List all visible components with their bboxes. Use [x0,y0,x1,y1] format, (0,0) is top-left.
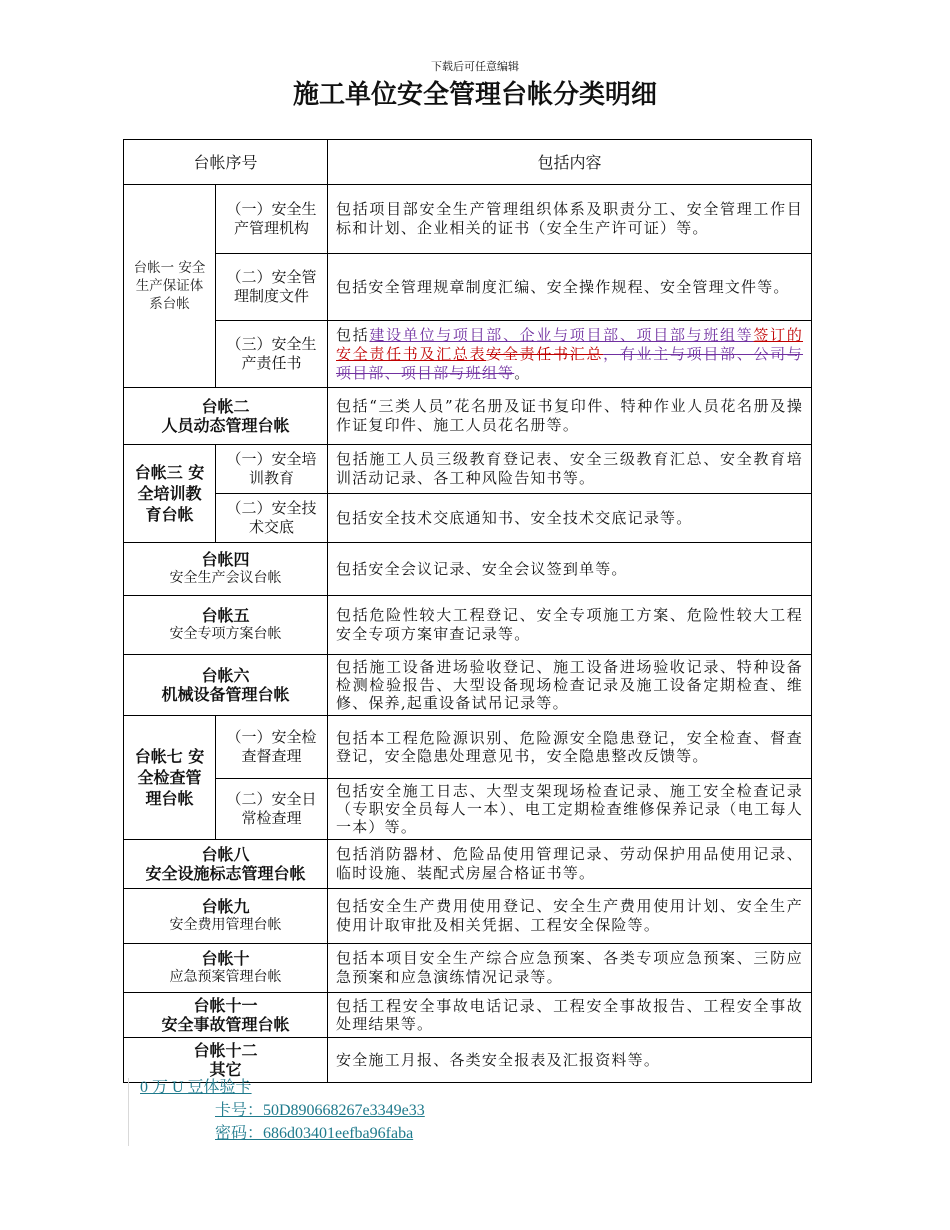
deleted-text: 安全责任书汇总 [486,344,604,363]
ledger-9-name [124,889,328,944]
ledger-5-title: 台帐五 [201,606,250,625]
card-title-link[interactable]: 0 万 U 豆体验卡 [140,1079,252,1096]
header-contents: 包括内容 [328,140,812,185]
ledger-2-content: 包括“三类人员”花名册及证书复印件、特种作业人员花名册及操作证复印件、施工人员花名册等。 [328,388,812,445]
table-row [124,655,812,716]
table-row [124,993,812,1038]
table-row [124,596,812,655]
top-note: 下载后可任意编辑 [431,60,519,73]
header-ledger-no: 台帐序号 [124,140,328,185]
ledger-3-sub-2: （二）安全技术交底 [216,494,328,543]
table-row [124,779,812,840]
table-row [124,840,812,889]
ledger-4-subtitle: 安全生产会议台帐 [169,570,282,586]
ledger-12-subtitle: 其它 [209,1060,242,1079]
table-row [124,445,812,494]
card-number-link[interactable]: 卡号：50D890668267e3349e33 [215,1102,425,1119]
ledger-4-title: 台帐四 [201,550,250,569]
ledger-12-title: 台帐十二 [193,1041,258,1060]
ledger-3-content-1: 包括施工人员三级教育登记表、安全三级教育汇总、安全教育培训活动记录、各工种风险告知书等。 [328,445,812,494]
ledger-6-content: 包括施工设备进场验收登记、施工设备进场验收记录、特种设备检测检验报告、大型设备现场检查记录及施工设备定期检查、维修、保养,起重设备试吊记录等。 [328,655,812,716]
ledger-3-sub-1: （一）安全培训教育 [216,445,328,494]
ledger-10-subtitle: 应急预案管理台帐 [169,969,282,985]
table-row [124,185,812,254]
ledger-2-title: 台帐二 [201,397,250,416]
ledger-4-name [124,543,328,596]
ledger-9-title: 台帐九 [201,897,250,916]
ledger-1-content-1: 包括项目部安全生产管理组织体系及职责分工、安全管理工作目标和计划、企业相关的证书（安全生产许可证）等。 [328,185,812,254]
document-title: 施工单位安全管理台帐分类明细 [292,80,657,110]
table-row [124,494,812,543]
ledger-10-title: 台帐十 [201,949,250,968]
content-text: 。 [514,363,531,382]
ledger-1-content-3 [328,321,812,388]
table-row [124,889,812,944]
table-row [124,388,812,445]
inserted-text: 建设单位与项目部、企业与项目部、项目部与班组等 [369,325,754,344]
ledger-7-content-2: 包括安全施工日志、大型支架现场检查记录、施工安全检查记录（专职安全员每人一本）、电工定期检查维修保养记录（电工每人一本）等。 [328,779,812,840]
ledger-11-content: 包括工程安全事故电话记录、工程安全事故报告、工程安全事故处理结果等。 [328,993,812,1038]
ledger-12-content: 安全施工月报、各类安全报表及汇报资料等。 [328,1038,812,1083]
ledger-8-content: 包括消防器材、危险品使用管理记录、劳动保护用品使用记录、临时设施、装配式房屋合格证书等。 [328,840,812,889]
table-header-row [124,140,812,185]
ledger-8-name [124,840,328,889]
ledger-3-name: 台帐三 安全培训教育台帐 [124,445,216,543]
ledger-2-name [124,388,328,445]
ledger-4-content: 包括安全会议记录、安全会议签到单等。 [328,543,812,596]
ledger-9-content: 包括安全生产费用使用登记、安全生产费用使用计划、安全生产使用计取审批及相关凭据、工程安全保险等。 [328,889,812,944]
ledger-table [123,139,812,1083]
ledger-1-sub-3: （三）安全生产责任书 [216,321,328,388]
ledger-7-sub-2: （二）安全日常检查理 [216,779,328,840]
deleted-text: ，有业主与项目部、公司与项目部、项目部与班组等 [336,344,804,382]
card-password-link[interactable]: 密码：686d03401eefba96faba [215,1125,414,1142]
ledger-11-name [124,993,328,1038]
ledger-7-sub-1: （一）安全检查督查理 [216,716,328,779]
table-row [124,543,812,596]
ledger-6-title: 台帐六 [201,666,250,685]
ledger-1-sub-2: （二）安全管理制度文件 [216,254,328,321]
ledger-5-name [124,596,328,655]
ledger-11-subtitle: 安全事故管理台帐 [161,1015,290,1034]
ledger-8-title: 台帐八 [201,845,250,864]
ledger-7-content-1: 包括本工程危险源识别、危险源安全隐患登记，安全检查、督查登记，安全隐患处理意见书，安全隐患整改反馈等。 [328,716,812,779]
ledger-6-subtitle: 机械设备管理台帐 [161,685,290,704]
table-row [124,716,812,779]
table-row [124,944,812,993]
ledger-1-name: 台帐一 安全生产保证体系台帐 [124,185,216,388]
ledger-5-subtitle: 安全专项方案台帐 [169,626,282,642]
margin-rule [128,1078,129,1146]
ledger-3-content-2: 包括安全技术交底通知书、安全技术交底记录等。 [328,494,812,543]
ledger-1-content-2: 包括安全管理规章制度汇编、安全操作规程、安全管理文件等。 [328,254,812,321]
table-row [124,254,812,321]
content-text: 包括 [336,325,370,344]
ledger-1-sub-1: （一）安全生产管理机构 [216,185,328,254]
ledger-10-name [124,944,328,993]
trial-card [140,1076,425,1145]
ledger-5-content: 包括危险性较大工程登记、安全专项施工方案、危险性较大工程安全专项方案审查记录等。 [328,596,812,655]
ledger-10-content: 包括本项目安全生产综合应急预案、各类专项应急预案、三防应急预案和应急演练情况记录等。 [328,944,812,993]
ledger-6-name [124,655,328,716]
ledger-8-subtitle: 安全设施标志管理台帐 [145,864,306,883]
ledger-7-name: 台帐七 安全检查管理台帐 [124,716,216,840]
table-row [124,321,812,388]
inserted-text: 签订的安全责任书及汇总表 [336,325,804,363]
ledger-9-subtitle: 安全费用管理台帐 [169,917,282,933]
ledger-11-title: 台帐十一 [193,996,258,1015]
ledger-2-subtitle: 人员动态管理台帐 [161,416,290,435]
